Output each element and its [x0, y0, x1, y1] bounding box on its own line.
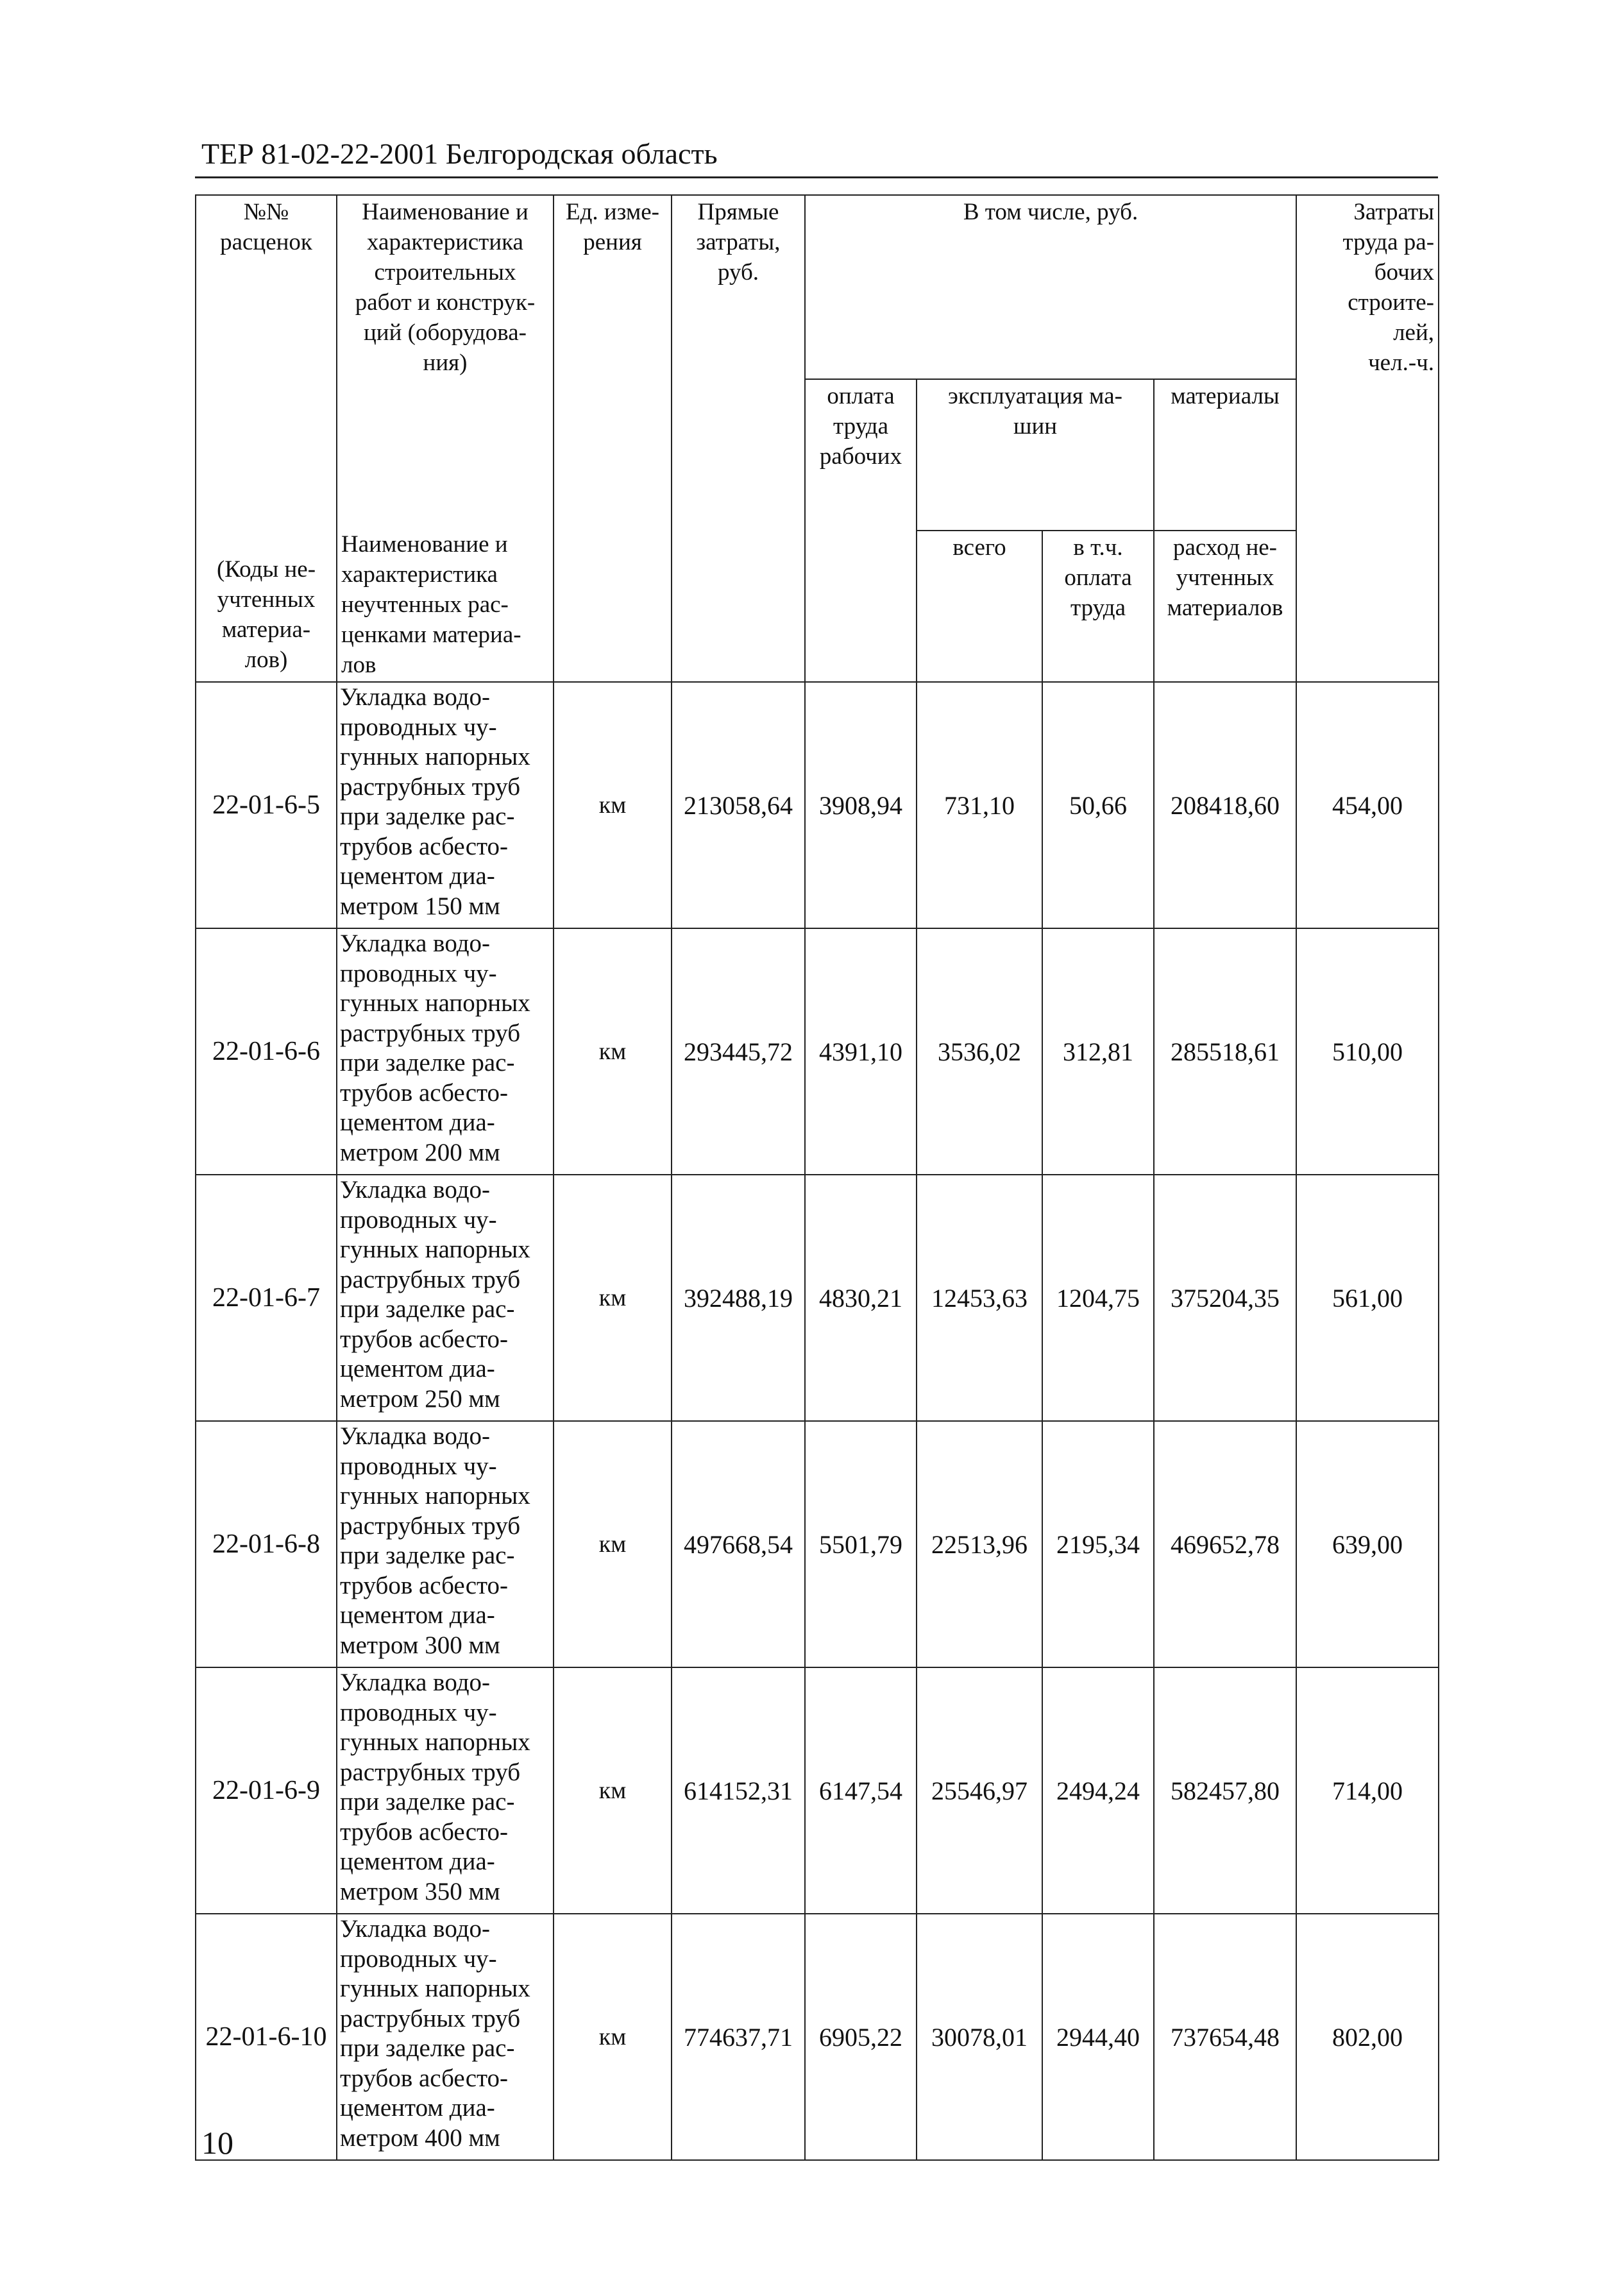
- cell-machines-total: 30078,01: [917, 1914, 1042, 2160]
- header-materials: материалы: [1154, 379, 1296, 531]
- cell-rate-code: 22-01-6-8: [196, 1421, 337, 1667]
- cell-labor-pay: 3908,94: [805, 682, 917, 928]
- cell-work-description: Укладка водо- проводных чу- гунных напорных раструбных труб при заделке рас- трубов асбесто- цементом диа- метром 350 мм: [337, 1667, 554, 1914]
- header-divider: [195, 176, 1438, 178]
- header-labor-costs: Затраты труда ра- бочих строите- лей, чел.-ч.: [1296, 195, 1439, 682]
- cell-machines-incl-labor: 2944,40: [1042, 1914, 1154, 2160]
- cell-rate-code: 22-01-6-6: [196, 928, 337, 1175]
- cell-rate-code: 22-01-6-10: [196, 1914, 337, 2160]
- cell-machines-incl-labor: 50,66: [1042, 682, 1154, 928]
- header-unit: Ед. изме- рения: [554, 195, 672, 682]
- cell-materials: 582457,80: [1154, 1667, 1296, 1914]
- cell-machines-incl-labor: 1204,75: [1042, 1175, 1154, 1421]
- document-header: ТЕР 81-02-22-2001 Белгородская область: [201, 137, 718, 170]
- header-machines-incl-labor: в т.ч. оплата труда: [1042, 531, 1154, 682]
- header-machines-total: всего: [917, 531, 1042, 682]
- cell-direct-costs: 774637,71: [672, 1914, 805, 2160]
- cell-machines-total: 22513,96: [917, 1421, 1042, 1667]
- table-row: [196, 1667, 1439, 1914]
- table-row: [196, 682, 1439, 928]
- table-header-row-2: [196, 379, 1439, 531]
- cell-direct-costs: 614152,31: [672, 1667, 805, 1914]
- cell-work-description: Укладка водо- проводных чу- гунных напорных раструбных труб при заделке рас- трубов асбесто- цементом диа- метром 400 мм: [337, 1914, 554, 2160]
- cell-work-description: Укладка водо- проводных чу- гунных напорных раструбных труб при заделке рас- трубов асбесто- цементом диа- метром 300 мм: [337, 1421, 554, 1667]
- cell-materials: 285518,61: [1154, 928, 1296, 1175]
- cell-materials: 737654,48: [1154, 1914, 1296, 2160]
- cell-unit: км: [554, 928, 672, 1175]
- cell-labor-costs: 561,00: [1296, 1175, 1439, 1421]
- cell-labor-costs: 639,00: [1296, 1421, 1439, 1667]
- table-row: [196, 1421, 1439, 1667]
- table-row: [196, 1914, 1439, 2160]
- header-machines: эксплуатация ма- шин: [917, 379, 1154, 531]
- cell-labor-pay: 4830,21: [805, 1175, 917, 1421]
- cell-work-description: Укладка водо- проводных чу- гунных напорных раструбных труб при заделке рас- трубов асбесто- цементом диа- метром 150 мм: [337, 682, 554, 928]
- cell-rate-code: 22-01-6-7: [196, 1175, 337, 1421]
- cell-machines-total: 3536,02: [917, 928, 1042, 1175]
- cell-machines-total: 12453,63: [917, 1175, 1042, 1421]
- cell-direct-costs: 497668,54: [672, 1421, 805, 1667]
- table-row: [196, 928, 1439, 1175]
- header-labor-pay: оплата труда рабочих: [805, 379, 917, 682]
- cell-unit: км: [554, 1914, 672, 2160]
- header-name: Наименование и характеристика строительных работ и конструк- ций (оборудова- ния): [337, 195, 554, 379]
- header-codes-unaccounted: (Коды не- учтенных материа- лов): [196, 379, 337, 682]
- cell-labor-pay: 6905,22: [805, 1914, 917, 2160]
- page-number: 10: [201, 2125, 233, 2161]
- cell-labor-pay: 4391,10: [805, 928, 917, 1175]
- cell-unit: км: [554, 1421, 672, 1667]
- cell-work-description: Укладка водо- проводных чу- гунных напорных раструбных труб при заделке рас- трубов асбесто- цементом диа- метром 250 мм: [337, 1175, 554, 1421]
- cell-direct-costs: 213058,64: [672, 682, 805, 928]
- table-header-row-1: [196, 195, 1439, 379]
- header-materials-unaccounted: расход не- учтенных материалов: [1154, 531, 1296, 682]
- cell-direct-costs: 392488,19: [672, 1175, 805, 1421]
- cell-labor-costs: 714,00: [1296, 1667, 1439, 1914]
- cell-machines-incl-labor: 2195,34: [1042, 1421, 1154, 1667]
- cell-unit: км: [554, 1667, 672, 1914]
- cell-machines-incl-labor: 312,81: [1042, 928, 1154, 1175]
- cell-rate-code: 22-01-6-5: [196, 682, 337, 928]
- table-body: [196, 682, 1439, 2160]
- cell-labor-pay: 6147,54: [805, 1667, 917, 1914]
- cell-labor-costs: 454,00: [1296, 682, 1439, 928]
- cell-labor-costs: 802,00: [1296, 1914, 1439, 2160]
- cell-labor-costs: 510,00: [1296, 928, 1439, 1175]
- cell-unit: км: [554, 1175, 672, 1421]
- cell-materials: 469652,78: [1154, 1421, 1296, 1667]
- cell-rate-code: 22-01-6-9: [196, 1667, 337, 1914]
- cell-unit: км: [554, 682, 672, 928]
- cell-machines-total: 25546,97: [917, 1667, 1042, 1914]
- cell-work-description: Укладка водо- проводных чу- гунных напорных раструбных труб при заделке рас- трубов асбесто- цементом диа- метром 200 мм: [337, 928, 554, 1175]
- cell-materials: 208418,60: [1154, 682, 1296, 928]
- header-code: №№ расценок: [196, 195, 337, 379]
- cell-labor-pay: 5501,79: [805, 1421, 917, 1667]
- table-row: [196, 1175, 1439, 1421]
- cell-direct-costs: 293445,72: [672, 928, 805, 1175]
- cell-machines-total: 731,10: [917, 682, 1042, 928]
- cell-materials: 375204,35: [1154, 1175, 1296, 1421]
- header-including: В том числе, руб.: [805, 195, 1296, 379]
- rates-table: [195, 194, 1439, 2161]
- header-name-unaccounted: Наименование и характеристика неучтенных рас- ценками материа- лов: [337, 379, 554, 682]
- header-direct-costs: Прямые затраты, руб.: [672, 195, 805, 682]
- cell-machines-incl-labor: 2494,24: [1042, 1667, 1154, 1914]
